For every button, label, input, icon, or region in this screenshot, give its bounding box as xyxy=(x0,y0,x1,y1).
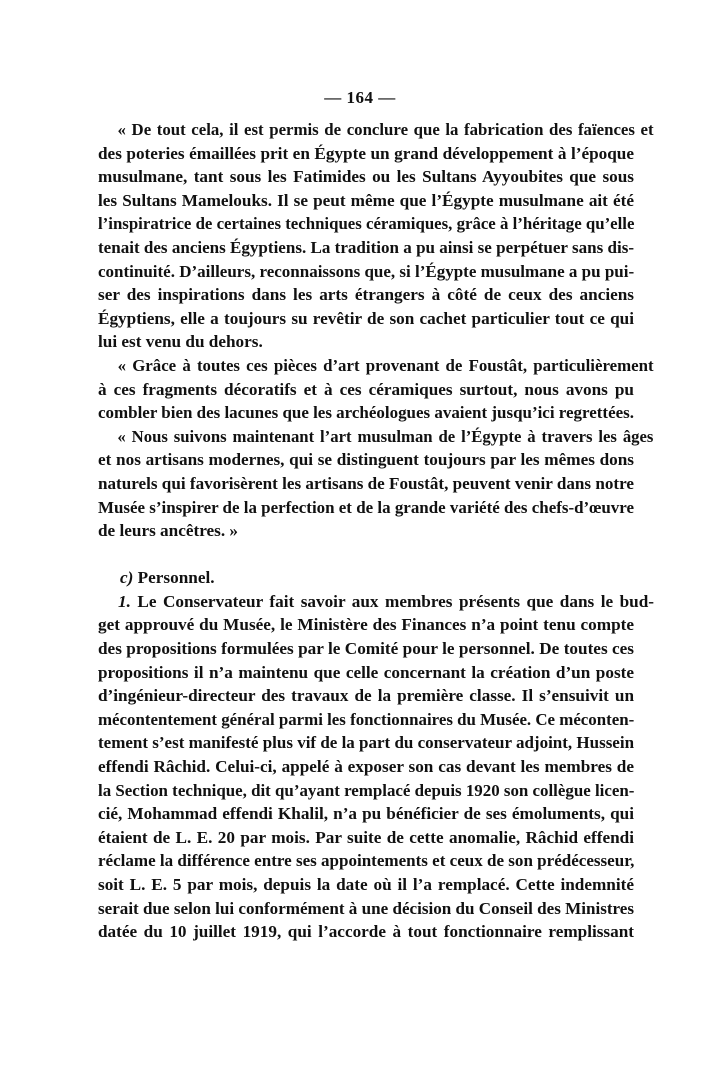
text-line: d’ingénieur-directeur des travaux de la première classe. Il s’ensuivit un xyxy=(98,686,634,706)
text-line: continuité. D’ailleurs, reconnaissons que, si l’Égypte musulmane a pu pui- xyxy=(98,261,635,281)
page-number: — 164 — xyxy=(324,88,396,107)
text-line: lui est venu du dehors. xyxy=(98,332,263,352)
text-line: Musée s’inspirer de la perfection et de la grande variété des chefs-d’œuvre xyxy=(98,497,634,517)
text-line: de leurs ancêtres. » xyxy=(98,521,239,541)
spacer xyxy=(98,543,634,567)
text-line: et nos artisans modernes, qui se distinguent toujours par les mêmes dons xyxy=(98,450,634,470)
text-line: ser des inspirations dans les arts étrangers à côté de ceux des anciens xyxy=(98,285,634,305)
paragraph-number: 1. xyxy=(118,591,131,611)
body-text xyxy=(98,118,654,944)
section-title: Personnel. xyxy=(137,568,215,588)
text-line: soit L. E. 5 par mois, depuis la date où il l’a remplacé. Cette indemnité xyxy=(98,875,634,894)
text-line: à ces fragments décoratifs et à ces céramiques surtout, nous avons pu xyxy=(98,379,634,399)
text-line: get approuvé du Musée, le Ministère des Finances n’a point tenu compte xyxy=(98,615,634,635)
text-line: la Section technique, dit qu’ayant remplacé depuis 1920 son collègue licen- xyxy=(98,780,635,800)
paragraph xyxy=(98,118,654,354)
text-line: des propositions formulées par le Comité pour le personnel. De toutes ces xyxy=(98,639,634,659)
text-line: naturels qui favorisèrent les artisans de Foustât, peuvent venir dans notre xyxy=(98,473,634,493)
text-line: datée du 10 juillet 1919, qui l’accorde à tout fonctionnaire remplissant xyxy=(98,922,634,942)
text-line: les Sultans Mamelouks. Il se peut même que l’Égypte musulmane ait été xyxy=(98,190,634,210)
text-line: cié, Mohammad effendi Khalil, n’a pu bénéficier de ses émoluments, qui xyxy=(98,804,634,824)
paragraph xyxy=(98,354,654,425)
text-line: étaient de L. E. 20 par mois. Par suite de cette anomalie, Râchid effendi xyxy=(98,827,634,847)
paragraph xyxy=(98,425,654,543)
text-line: combler bien des lacunes que les archéologues avaient jusqu’ici regrettées. xyxy=(98,403,634,423)
text-line: « Nous suivons maintenant l’art musulman de l’Égypte à travers les âges xyxy=(117,426,654,446)
text-line: des poteries émaillées prit en Égypte un grand développement à l’époque xyxy=(98,143,634,163)
text-line: réclame la différence entre ses appointements et ceux de son prédécesseur, xyxy=(98,851,635,871)
section-heading xyxy=(98,566,656,590)
text-line xyxy=(98,590,654,614)
text-line: effendi Râchid. Celui-ci, appelé à exposer son cas devant les membres de xyxy=(98,757,634,777)
section-letter: c) xyxy=(120,568,134,588)
text-line: tenait des anciens Égyptiens. La tradition a pu ainsi se perpétuer sans dis- xyxy=(98,237,634,257)
text-line: « Grâce à toutes ces pièces d’art provenant de Foustât, particulièrement xyxy=(117,355,654,375)
text-line: propositions il n’a maintenu que celle concernant la création d’un poste xyxy=(98,662,634,682)
numbered-paragraph xyxy=(98,590,654,944)
text-line: mécontentement général parmi les fonctionnaires du Musée. Ce méconten- xyxy=(98,709,635,729)
text-line: musulmane, tant sous les Fatimides ou les Sultans Ayyoubites que sous xyxy=(98,167,634,187)
text-fragment: Le Conservateur fait savoir aux membres présents que dans le bud- xyxy=(137,591,654,611)
text-line: « De tout cela, il est permis de conclure que la fabrication des faïences et xyxy=(117,120,654,139)
text-line: l’inspiratrice de certaines techniques céramiques, grâce à l’héritage qu’elle xyxy=(98,214,635,234)
text-line: tement s’est manifesté plus vif de la part du conservateur adjoint, Hussein xyxy=(98,733,635,753)
text-line: Égyptiens, elle a toujours su revêtir de son cachet particulier tout ce qui xyxy=(98,308,634,328)
text-line: serait due selon lui conformément à une décision du Conseil des Ministres xyxy=(98,898,634,918)
